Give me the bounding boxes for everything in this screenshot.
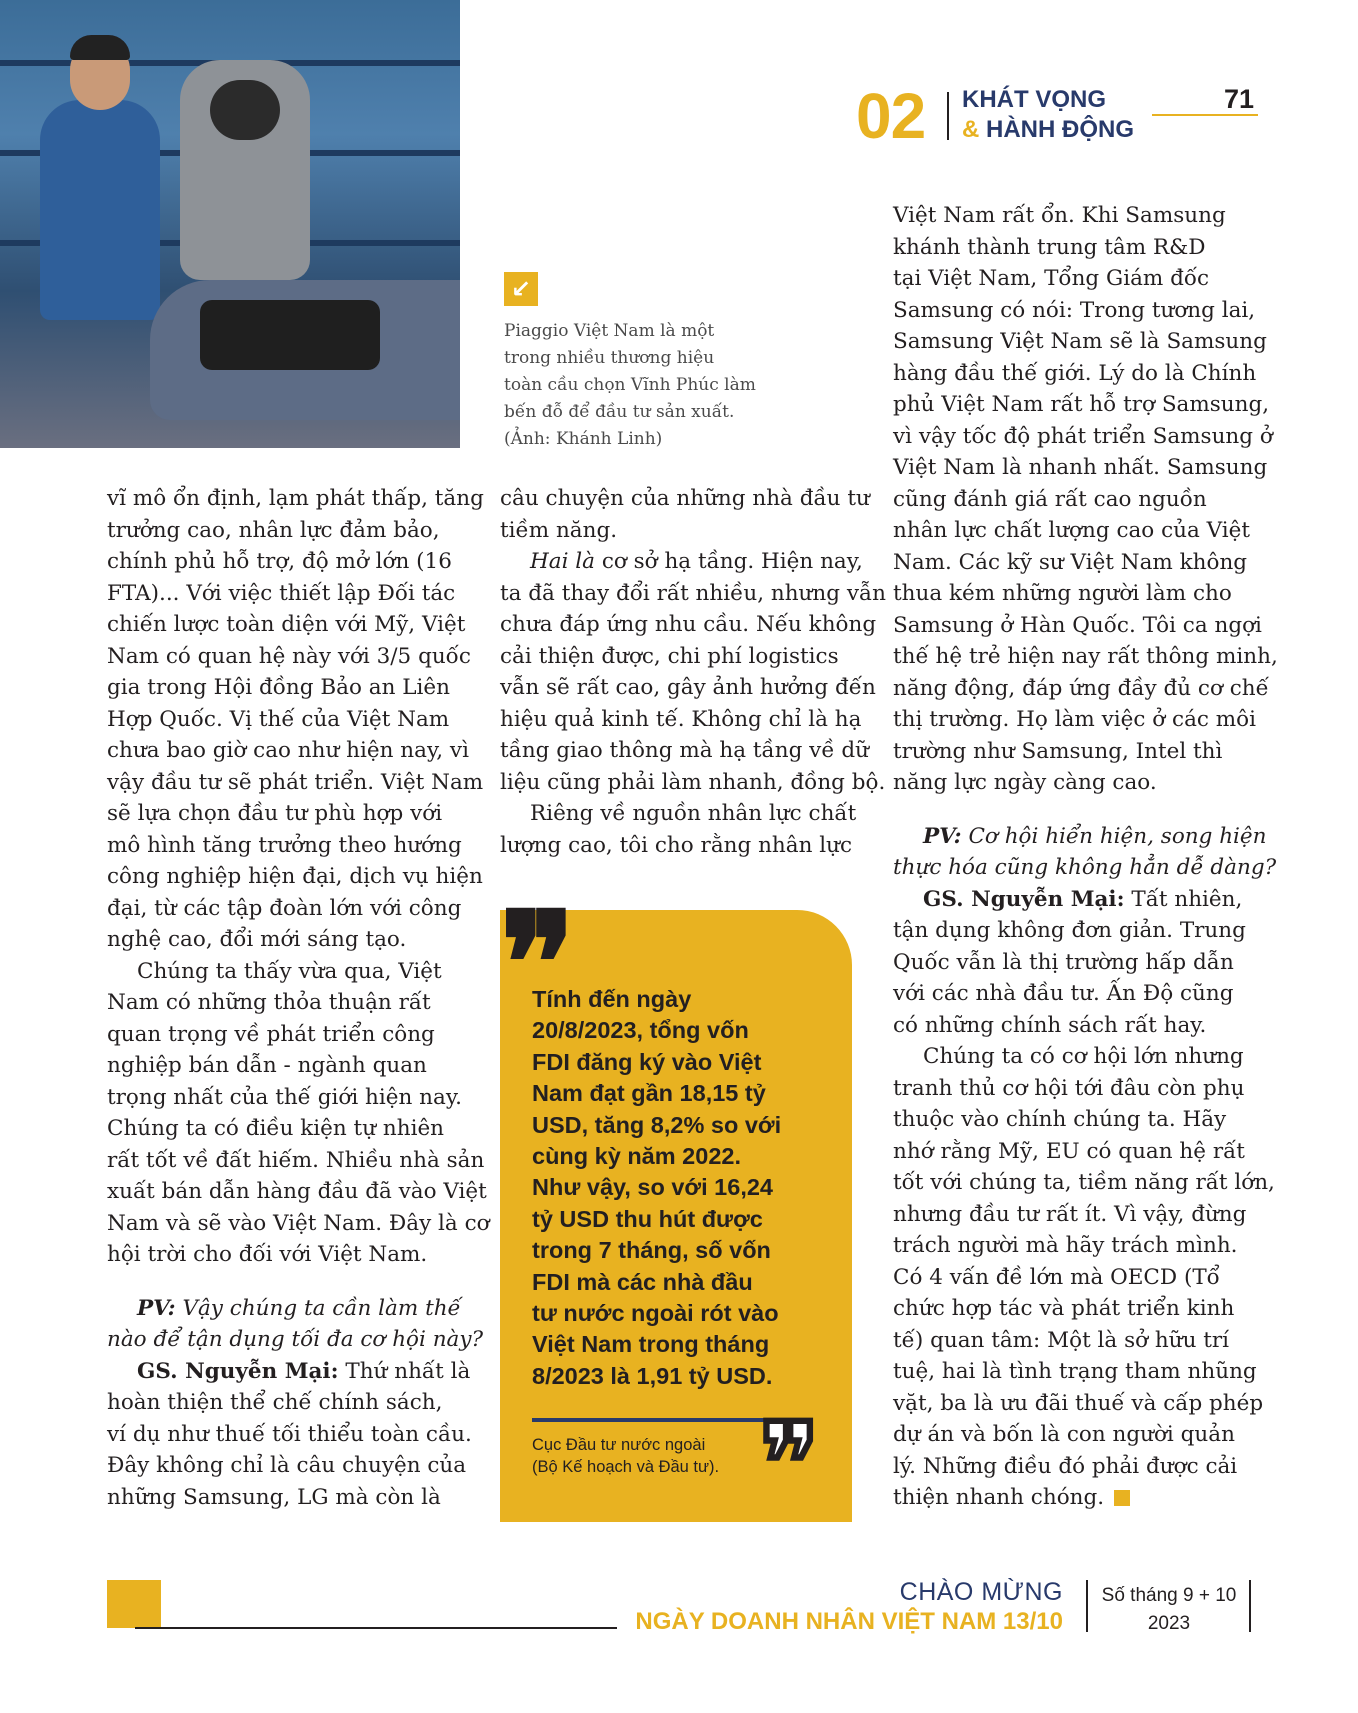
answer-text: Thứ nhất là [338, 1358, 471, 1384]
footer-accent-square [107, 1580, 161, 1628]
close-quote-icon: ❞ [760, 1398, 810, 1527]
section-number: 02 [856, 80, 926, 152]
body-line: hoàn thiện thể chế chính sách, [107, 1390, 443, 1415]
body-line: dự án và bốn là con người quản [893, 1422, 1235, 1447]
interview-question [893, 852, 1277, 884]
body-line: Samsung ở Hàn Quốc. Tôi ca ngợi [893, 612, 1262, 638]
body-line: Chúng ta có điều kiện tự nhiên [107, 1116, 445, 1141]
quote-line: Tính đến ngày [532, 986, 692, 1012]
body-text: thiện nhanh chóng. [893, 1485, 1105, 1510]
body-line: Hợp Quốc. Vị thế của Việt Nam [107, 706, 450, 732]
scooter-headlight [210, 80, 280, 140]
quote-line: trong 7 tháng, số vốn [532, 1237, 771, 1264]
pull-quote-text [532, 984, 832, 1392]
end-mark-icon [1114, 1490, 1130, 1506]
body-line: chưa bao giờ cao như hiện nay, vì [107, 738, 469, 763]
body-line: mô hình tăng trưởng theo hướng [107, 832, 462, 858]
body-line: với các nhà đầu tư. Ấn Độ cũng [893, 981, 1234, 1006]
body-line: sẽ lựa chọn đầu tư phù hợp với [107, 801, 443, 826]
body-line: Việt Nam là nhanh nhất. Samsung [893, 455, 1268, 480]
body-line: tế) quan tâm: Một là sở hữu trí [893, 1327, 1230, 1353]
question-text: Vậy chúng ta cần làm thế [175, 1295, 461, 1321]
interview-question [107, 1293, 462, 1325]
body-line-last [893, 1482, 1248, 1514]
body-line: Samsung có nói: Trong tương lai, [893, 297, 1256, 323]
quote-line: Nam đạt gần 18,15 tỷ [532, 1080, 766, 1107]
quote-source [532, 1434, 772, 1478]
body-line: năng động, đáp ứng đầy đủ cơ chế [893, 675, 1269, 701]
body-line: Việt Nam rất ổn. Khi Samsung [893, 203, 1226, 228]
question-text: thực hóa cũng không hẳn dễ dàng? [893, 855, 1277, 880]
body-line: Quốc vẫn là thị trường hấp dẫn [893, 949, 1234, 975]
body-line: tiềm năng. [500, 517, 618, 543]
body-line: lý. Những điều đó phải được cải [893, 1453, 1238, 1479]
body-line: nghiệp bán dẫn - ngành quan [107, 1053, 427, 1078]
body-line: chiến lược toàn diện với Mỹ, Việt [107, 612, 466, 637]
footer-title-line2: NGÀY DOANH NHÂN VIỆT NAM 13/10 [635, 1608, 1063, 1635]
body-line: tranh thủ cơ hội tới đâu còn phụ [893, 1075, 1245, 1101]
body-line: Riêng về nguồn nhân lực chất [530, 801, 857, 826]
body-line: Nam có quan hệ này với 3/5 quốc [107, 643, 471, 669]
body-line: những Samsung, LG mà còn là [107, 1484, 441, 1510]
arrow-down-left-icon: ↙ [504, 272, 538, 306]
body-line: vĩ mô ổn định, lạm phát thấp, tăng [107, 486, 484, 511]
body-line: vẫn sẽ rất cao, gây ảnh hưởng đến [500, 675, 876, 700]
body-text: cơ sở hạ tầng. Hiện nay, [594, 549, 863, 574]
body-line: xuất bán dẫn hàng đầu đã vào Việt [107, 1179, 487, 1204]
source-line: (Bộ Kế hoạch và Đầu tư). [532, 1458, 720, 1476]
question-label: PV: [923, 823, 962, 849]
body-line: trưởng cao, nhân lực đảm bảo, [107, 517, 440, 543]
quote-line: FDI đăng ký vào Việt [532, 1048, 762, 1075]
footer-divider-right [1249, 1580, 1251, 1632]
body-line: trọng nhất của thế giới hiện nay. [107, 1084, 462, 1110]
body-line: Đây không chỉ là câu chuyện của [107, 1453, 467, 1478]
body-line: hiệu quả kinh tế. Không chỉ là hạ [500, 706, 862, 732]
quote-divider [532, 1418, 767, 1422]
body-line: thế hệ trẻ hiện nay rất thông minh, [893, 644, 1278, 669]
quote-line: Như vậy, so với 16,24 [532, 1174, 773, 1201]
body-line: nhưng đầu tư rất ít. Vì vậy, đừng [893, 1201, 1247, 1227]
body-line: gia trong Hội đồng Bảo an Liên [107, 675, 450, 700]
body-line: rất tốt về đất hiếm. Nhiều nhà sản [107, 1147, 485, 1173]
body-line: tại Việt Nam, Tổng Giám đốc [893, 266, 1210, 291]
body-line: chức hợp tác và phát triển kinh [893, 1296, 1235, 1321]
body-line: tuệ, hai là tình trạng tham nhũng [893, 1359, 1257, 1384]
section-title-text: HÀNH ĐỘNG [986, 116, 1135, 143]
body-line: ví dụ như thuế tối thiểu toàn cầu. [107, 1421, 472, 1447]
quote-line: 20/8/2023, tổng vốn [532, 1017, 749, 1044]
body-line: nhân lực chất lượng cao của Việt [893, 518, 1251, 543]
quote-line: tư nước ngoài rót vào [532, 1300, 779, 1327]
footer-title-line1: CHÀO MỪNG [899, 1578, 1063, 1606]
caption-line: trong nhiều thương hiệu [504, 348, 715, 368]
footer-rule [135, 1627, 617, 1629]
body-line: phủ Việt Nam rất hỗ trợ Samsung, [893, 392, 1270, 417]
body-line: Có 4 vấn đề lớn mà OECD (Tổ [893, 1264, 1220, 1290]
body-line: hội trời cho đối với Việt Nam. [107, 1242, 428, 1267]
article-column-2 [500, 483, 887, 861]
body-line: khánh thành trung tâm R&D [893, 234, 1206, 260]
worker-hair [70, 35, 130, 60]
factory-photo [0, 0, 460, 448]
quote-line: tỷ USD thu hút được [532, 1205, 763, 1232]
body-line: Chúng ta thấy vừa qua, Việt [137, 958, 442, 984]
body-line: ta đã thay đổi rất nhiều, nhưng vẫn [500, 580, 887, 606]
body-line: vậy đầu tư sẽ phát triển. Việt Nam [107, 769, 484, 795]
caption-line: bến đỗ để đầu tư sản xuất. [504, 402, 735, 422]
paragraph-gap [893, 799, 1248, 821]
body-line: thuộc vào chính chúng ta. Hãy [893, 1107, 1227, 1132]
question-label: PV: [137, 1295, 176, 1321]
section-ampersand: & [962, 116, 980, 143]
body-line: Samsung Việt Nam sẽ là Samsung [893, 329, 1267, 354]
caption-line: Piaggio Việt Nam là một [504, 321, 715, 341]
question-text: Cơ hội hiển hiện, song hiện [961, 823, 1267, 849]
emphasis-text: Hai là [530, 549, 595, 574]
body-line: thua kém những người làm cho [893, 581, 1232, 606]
photo-caption [504, 318, 804, 453]
section-title-line2 [962, 116, 1134, 144]
scooter-storage [200, 300, 380, 370]
body-line: thị trường. Họ làm việc ở các môi [893, 707, 1256, 732]
body-line: quan trọng về phát triển công [107, 1021, 435, 1047]
quote-line: cùng kỳ năm 2022. [532, 1143, 741, 1170]
body-line: tận dụng không đơn giản. Trung [893, 918, 1246, 943]
speaker-name: GS. Nguyễn Mại: [137, 1358, 339, 1384]
article-column-3 [893, 200, 1278, 1514]
interview-question [893, 821, 1267, 853]
body-line: cũng đánh giá rất cao nguồn [893, 486, 1207, 512]
body-line: Chúng ta có cơ hội lớn nhưng [923, 1044, 1244, 1069]
quote-line: USD, tăng 8,2% so với [532, 1111, 782, 1138]
body-line: nghệ cao, đổi mới sáng tạo. [107, 927, 407, 952]
footer-divider-left [1086, 1580, 1088, 1632]
caption-line: toàn cầu chọn Vĩnh Phúc làm [504, 375, 756, 395]
open-quote-icon: ❞ [500, 882, 564, 1046]
body-line [500, 546, 863, 578]
interview-question [107, 1324, 484, 1356]
page-number: 71 [1224, 84, 1255, 114]
body-line: năng lực ngày càng cao. [893, 770, 1157, 795]
answer-line [107, 1356, 471, 1388]
body-line: cải thiện được, chi phí logistics [500, 643, 839, 669]
body-line: chính phủ hỗ trợ, độ mở lớn (16 [107, 549, 452, 574]
body-line: tốt với chúng ta, tiềm năng rất lớn, [893, 1170, 1275, 1195]
answer-line [893, 884, 1248, 916]
issue-line: Số tháng 9 + 10 [1101, 1585, 1237, 1606]
body-line: công nghiệp hiện đại, dịch vụ hiện [107, 864, 483, 889]
body-line: Nam có những thỏa thuận rất [107, 990, 431, 1015]
body-line: trách người mà hãy trách mình. [893, 1233, 1238, 1258]
body-line: chưa đáp ứng nhu cầu. Nếu không [500, 612, 877, 637]
section-divider [947, 92, 949, 140]
question-text: nào để tận dụng tối đa cơ hội này? [107, 1327, 484, 1352]
source-line: Cục Đầu tư nước ngoài [532, 1436, 706, 1454]
body-line: đại, từ các tập đoàn lớn với công [107, 895, 462, 921]
body-line: vì vậy tốc độ phát triển Samsung ở [893, 423, 1273, 449]
quote-line: FDI mà các nhà đầu [532, 1268, 753, 1295]
quote-line: Việt Nam trong tháng [532, 1331, 770, 1358]
answer-text: Tất nhiên, [1124, 886, 1243, 912]
speaker-name: GS. Nguyễn Mại: [923, 886, 1125, 912]
quote-line: 8/2023 là 1,91 tỷ USD. [532, 1362, 773, 1389]
body-line: FTA)... Với việc thiết lập Đối tác [107, 580, 456, 606]
body-line: trường như Samsung, Intel thì [893, 738, 1223, 764]
worker-figure [40, 100, 160, 320]
body-line: liệu cũng phải làm nhanh, đồng bộ. [500, 769, 886, 795]
paragraph-gap [107, 1271, 462, 1293]
article-column-1 [107, 483, 490, 1513]
section-title-line1: KHÁT VỌNG [962, 86, 1106, 113]
body-line: tầng giao thông mà hạ tầng về dữ [500, 738, 869, 763]
body-line: nhớ rằng Mỹ, EU có quan hệ rất [893, 1138, 1245, 1164]
issue-year: 2023 [1147, 1613, 1191, 1634]
body-line: lượng cao, tôi cho rằng nhân lực [500, 832, 853, 858]
body-line: hàng đầu thế giới. Lý do là Chính [893, 360, 1257, 386]
body-line: có những chính sách rất hay. [893, 1012, 1207, 1038]
caption-line: (Ảnh: Khánh Linh) [504, 429, 663, 449]
issue-info [1090, 1582, 1248, 1638]
body-line: vặt, ba là ưu đãi thuế và cấp phép [893, 1390, 1264, 1416]
body-line: Nam và sẽ vào Việt Nam. Đây là cơ [107, 1210, 490, 1236]
body-line: Nam. Các kỹ sư Việt Nam không [893, 549, 1248, 575]
body-line: câu chuyện của những nhà đầu tư [500, 486, 870, 511]
